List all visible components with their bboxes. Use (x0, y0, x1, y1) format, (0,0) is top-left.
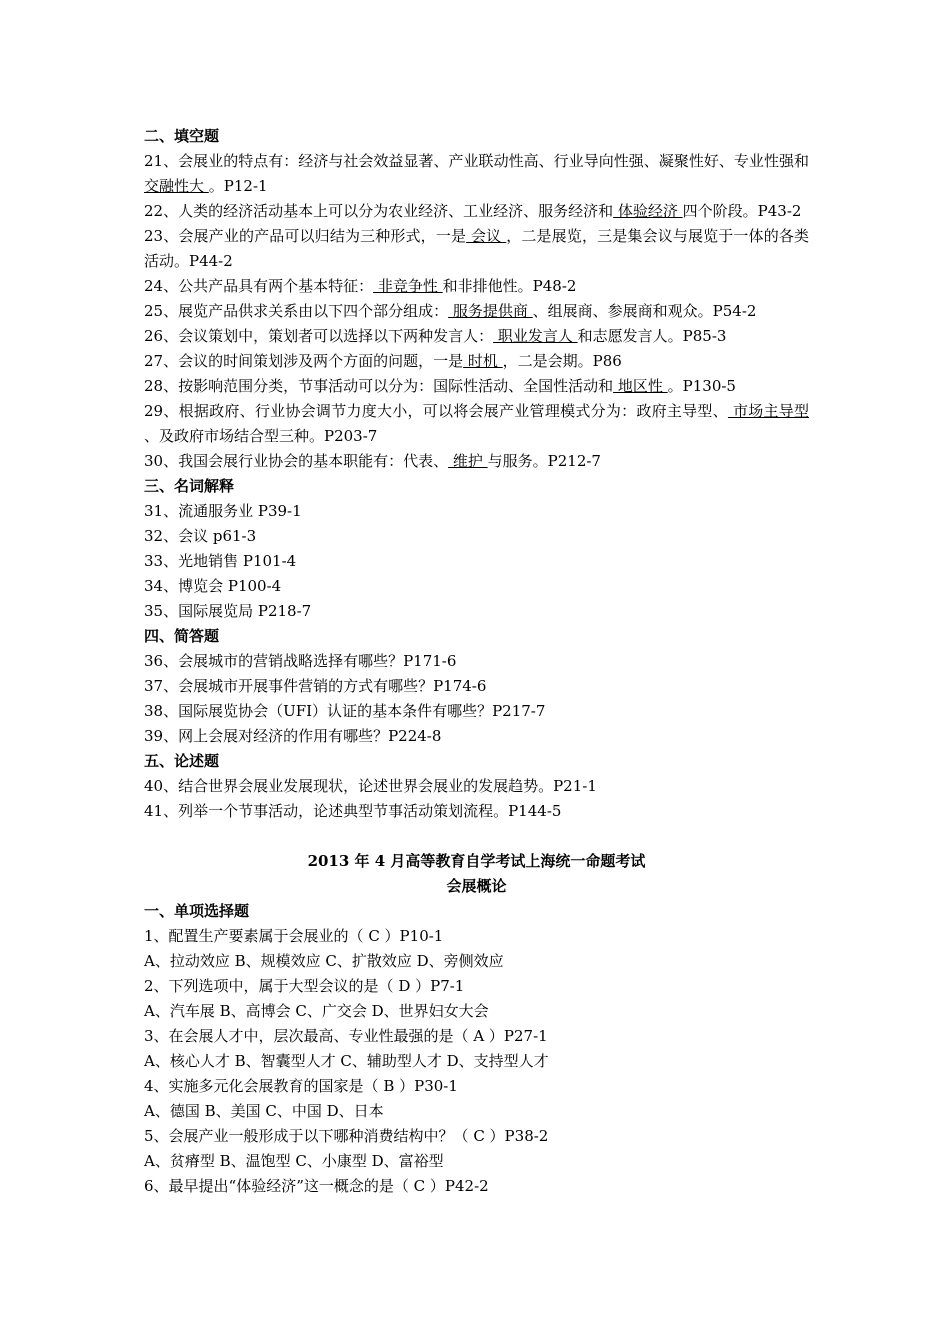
question-text: 。P12-1 (208, 177, 268, 195)
question-text: ，二是会期。P86 (502, 352, 622, 370)
list-item: 1、配置生产要素属于会展业的（ C ）P10-1 (144, 927, 444, 945)
list-item: 34、博览会 P100-4 (144, 577, 282, 595)
list-item: 38、国际展览协会（UFI）认证的基本条件有哪些？P217-7 (144, 702, 546, 720)
answer-text: 服务提供商 (448, 302, 533, 320)
list-item: A、核心人才 B、智囊型人才 C、辅助型人才 D、支持型人才 (144, 1052, 549, 1070)
question-text: 26、会议策划中，策划者可以选择以下两种发言人： (144, 327, 494, 345)
question-text: 29、根据政府、行业协会调节力度大小，可以将会展产业管理模式分为：政府主导型、 (144, 402, 728, 420)
list-item: 37、会展城市开展事件营销的方式有哪些？P174-6 (144, 677, 487, 695)
section-heading-terms: 三、名词解释 (144, 477, 235, 495)
list-item: 3、在会展人才中，层次最高、专业性最强的是（ A ）P27-1 (144, 1027, 548, 1045)
question-text: 27、会议的时间策划涉及两个方面的问题，一是 (144, 352, 464, 370)
list-item: 2、下列选项中，属于大型会议的是（ D ）P7-1 (144, 977, 465, 995)
list-item: A、贫瘠型 B、温饱型 C、小康型 D、富裕型 (144, 1152, 444, 1170)
question-text: ，二是展览，三是集会议与展览于一体的各类活动。P44-2 (144, 227, 809, 270)
question-22 (144, 199, 809, 224)
exam-subtitle: 会展概论 (446, 877, 507, 895)
question-28 (144, 374, 809, 399)
question-27 (144, 349, 809, 374)
question-text: 22、人类的经济活动基本上可以分为农业经济、工业经济、服务经济和 (144, 202, 614, 220)
section-heading-essay: 五、论述题 (144, 752, 220, 770)
question-text: 和志愿发言人。P85-3 (577, 327, 727, 345)
question-29 (144, 399, 809, 449)
answer-text: 非竞争性 (373, 277, 443, 295)
question-21 (144, 149, 809, 199)
section-heading-short-answer: 四、简答题 (144, 627, 220, 645)
list-item: 6、最早提出“体验经济”这一概念的是（ C ）P42-2 (144, 1177, 489, 1195)
question-24 (144, 274, 809, 299)
section-heading-single-choice: 一、单项选择题 (144, 902, 250, 920)
answer-text: 体验经济 (613, 202, 683, 220)
list-item: 36、会展城市的营销战略选择有哪些？P171-6 (144, 652, 457, 670)
spacer (144, 824, 809, 849)
question-text: 与服务。P212-7 (487, 452, 601, 470)
list-item: A、汽车展 B、高博会 C、广交会 D、世界妇女大会 (144, 1002, 489, 1020)
list-item: 39、网上会展对经济的作用有哪些？P224-8 (144, 727, 442, 745)
question-text: 25、展览产品供求关系由以下四个部分组成： (144, 302, 449, 320)
document-page (144, 124, 809, 1199)
answer-text: 市场主导型 (727, 402, 810, 420)
question-text: 四个阶段。P43-2 (682, 202, 802, 220)
question-30 (144, 449, 809, 474)
list-item: 41、列举一个节事活动，论述典型节事活动策划流程。P144-5 (144, 802, 562, 820)
section-heading-fill-blank: 二、填空题 (144, 127, 220, 145)
question-text: 30、我国会展行业协会的基本职能有：代表、 (144, 452, 449, 470)
list-item: 33、光地销售 P101-4 (144, 552, 297, 570)
question-text: 、及政府市场结合型三种。P203-7 (144, 427, 378, 445)
answer-text: 时机 (463, 352, 503, 370)
list-item: A、拉动效应 B、规模效应 C、扩散效应 D、旁侧效应 (144, 952, 504, 970)
answer-text: 维护 (448, 452, 488, 470)
question-23 (144, 224, 809, 274)
question-text: 。P130-5 (667, 377, 736, 395)
question-26 (144, 324, 809, 349)
list-item: 32、会议 p61-3 (144, 527, 257, 545)
answer-text: 职业发言人 (493, 327, 578, 345)
question-text: 23、会展产业的产品可以归结为三种形式，一是 (144, 227, 467, 245)
question-text: 、组展商、参展商和观众。P54-2 (532, 302, 757, 320)
answer-text: 会议 (466, 227, 507, 245)
list-item: 40、结合世界会展业发展现状，论述世界会展业的发展趋势。P21-1 (144, 777, 597, 795)
list-item: A、德国 B、美国 C、中国 D、日本 (144, 1102, 384, 1120)
answer-text: 地区性 (613, 377, 668, 395)
question-text: 28、按影响范围分类，节事活动可以分为：国际性活动、全国性活动和 (144, 377, 614, 395)
list-item: 35、国际展览局 P218-7 (144, 602, 312, 620)
question-text: 24、公共产品具有两个基本特征： (144, 277, 374, 295)
list-item: 5、会展产业一般形成于以下哪种消费结构中？（ C ）P38-2 (144, 1127, 549, 1145)
list-item: 4、实施多元化会展教育的国家是（ B ）P30-1 (144, 1077, 458, 1095)
question-text: 21、会展业的特点有：经济与社会效益显著、产业联动性高、行业导向性强、凝聚性好、专业性强和 (144, 152, 809, 170)
exam-title: 2013 年 4 月高等教育自学考试上海统一命题考试 (307, 852, 646, 870)
question-text: 和非排他性。P48-2 (442, 277, 577, 295)
list-item: 31、流通服务业 P39-1 (144, 502, 302, 520)
answer-text: 交融性大 (144, 177, 209, 195)
question-25 (144, 299, 809, 324)
